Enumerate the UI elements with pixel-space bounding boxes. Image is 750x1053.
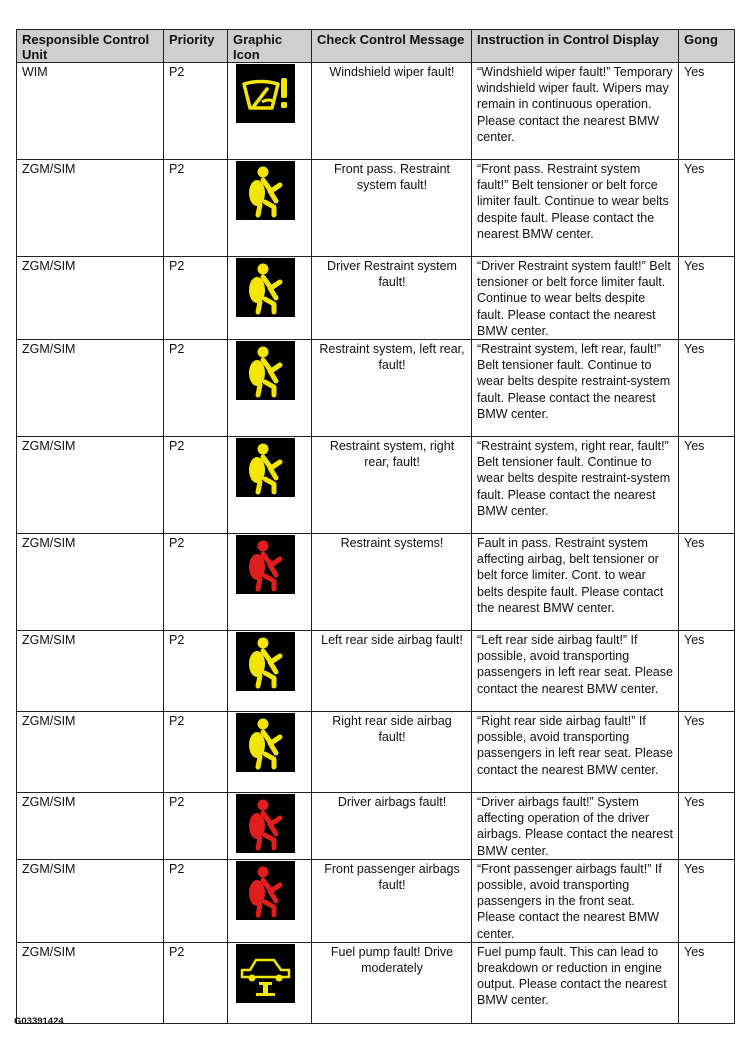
- cell-message: Front passenger airbags fault!: [312, 859, 472, 942]
- cell-unit: ZGM/SIM: [17, 437, 164, 534]
- cell-unit: ZGM/SIM: [17, 631, 164, 712]
- check-control-table: [16, 29, 735, 1024]
- cell-message: Front pass. Restraint system fault!: [312, 160, 472, 257]
- airbag-icon: [236, 861, 295, 920]
- airbag-icon: [236, 632, 295, 691]
- cell-icon: [228, 437, 312, 534]
- header-row: [17, 30, 735, 63]
- cell-priority: P2: [164, 257, 228, 340]
- cell-instruction: “Right rear side airbag fault!” If possible, avoid transporting passengers in left rear seat. Please contact the nearest BMW center.: [472, 712, 679, 793]
- cell-priority: P2: [164, 534, 228, 631]
- cell-gong: Yes: [679, 942, 735, 1023]
- cell-message: Windshield wiper fault!: [312, 63, 472, 160]
- cell-gong: Yes: [679, 257, 735, 340]
- cell-icon: [228, 257, 312, 340]
- airbag-icon: [236, 258, 295, 317]
- cell-gong: Yes: [679, 437, 735, 534]
- table-row: [17, 437, 735, 534]
- cell-icon: [228, 712, 312, 793]
- cell-priority: P2: [164, 437, 228, 534]
- cell-priority: P2: [164, 63, 228, 160]
- table-body: [17, 63, 735, 1024]
- cell-gong: Yes: [679, 63, 735, 160]
- cell-icon: [228, 340, 312, 437]
- cell-gong: Yes: [679, 859, 735, 942]
- header-gong: Gong: [679, 30, 735, 63]
- header-message: Check Control Message: [312, 30, 472, 63]
- table-row: [17, 257, 735, 340]
- cell-priority: P2: [164, 712, 228, 793]
- cell-priority: P2: [164, 631, 228, 712]
- figure-code: G03391424: [14, 1016, 64, 1027]
- airbag-icon: [236, 341, 295, 400]
- cell-instruction: “Front pass. Restraint system fault!” Belt tensioner or belt force limiter fault. Continue to wear belts despite fault. Please contact the nearest BMW center.: [472, 160, 679, 257]
- cell-gong: Yes: [679, 793, 735, 860]
- header-priority: Priority: [164, 30, 228, 63]
- cell-icon: [228, 859, 312, 942]
- cell-gong: Yes: [679, 712, 735, 793]
- cell-unit: ZGM/SIM: [17, 534, 164, 631]
- cell-message: Restraint systems!: [312, 534, 472, 631]
- cell-instruction: “Restraint system, left rear, fault!” Belt tensioner fault. Continue to wear belts despite restraint-system fault. Please contact the nearest BMW center.: [472, 340, 679, 437]
- cell-unit: ZGM/SIM: [17, 340, 164, 437]
- table-row: [17, 793, 735, 860]
- cell-icon: [228, 160, 312, 257]
- cell-unit: ZGM/SIM: [17, 859, 164, 942]
- table-row: [17, 631, 735, 712]
- cell-icon: [228, 534, 312, 631]
- cell-priority: P2: [164, 859, 228, 942]
- cell-icon: [228, 63, 312, 160]
- cell-instruction: Fuel pump fault. This can lead to breakdown or reduction in engine output. Please contact the nearest BMW center.: [472, 942, 679, 1023]
- cell-message: Fuel pump fault! Drive moderately: [312, 942, 472, 1023]
- table-row: [17, 63, 735, 160]
- cell-icon: [228, 793, 312, 860]
- cell-instruction: “Driver Restraint system fault!” Belt tensioner or belt force limiter fault. Continue to wear belts despite fault. Please contact the nearest BMW center.: [472, 257, 679, 340]
- cell-gong: Yes: [679, 160, 735, 257]
- header-icon: Graphic Icon: [228, 30, 312, 63]
- cell-message: Left rear side airbag fault!: [312, 631, 472, 712]
- cell-priority: P2: [164, 942, 228, 1023]
- cell-priority: P2: [164, 793, 228, 860]
- check-control-sheet: [16, 29, 734, 1024]
- cell-gong: Yes: [679, 631, 735, 712]
- table-row: [17, 859, 735, 942]
- airbag-icon: [236, 438, 295, 497]
- airbag-icon: [236, 713, 295, 772]
- cell-message: Driver airbags fault!: [312, 793, 472, 860]
- cell-instruction: “Driver airbags fault!” System affecting operation of the driver airbags. Please contact the nearest BMW center.: [472, 793, 679, 860]
- cell-priority: P2: [164, 160, 228, 257]
- table-row: [17, 942, 735, 1023]
- cell-message: Restraint system, right rear, fault!: [312, 437, 472, 534]
- table-row: [17, 160, 735, 257]
- cell-message: Right rear side airbag fault!: [312, 712, 472, 793]
- cell-gong: Yes: [679, 534, 735, 631]
- cell-instruction: “Left rear side airbag fault!” If possible, avoid transporting passengers in left rear seat. Please contact the nearest BMW center.: [472, 631, 679, 712]
- cell-unit: ZGM/SIM: [17, 942, 164, 1023]
- cell-unit: ZGM/SIM: [17, 712, 164, 793]
- cell-message: Driver Restraint system fault!: [312, 257, 472, 340]
- cell-priority: P2: [164, 340, 228, 437]
- header-unit: Responsible Control Unit: [17, 30, 164, 63]
- cell-instruction: Fault in pass. Restraint system affecting airbag, belt tensioner or belt force limiter. Cont. to wear belts despite fault. Please contact the nearest BMW center.: [472, 534, 679, 631]
- car-on-lift-icon: [236, 944, 295, 1003]
- cell-instruction: “Front passenger airbags fault!” If possible, avoid transporting passengers in the front seat. Please contact the nearest BMW center.: [472, 859, 679, 942]
- cell-message: Restraint system, left rear, fault!: [312, 340, 472, 437]
- cell-gong: Yes: [679, 340, 735, 437]
- cell-unit: ZGM/SIM: [17, 160, 164, 257]
- table-row: [17, 340, 735, 437]
- cell-icon: [228, 631, 312, 712]
- cell-unit: ZGM/SIM: [17, 793, 164, 860]
- cell-unit: ZGM/SIM: [17, 257, 164, 340]
- airbag-icon: [236, 161, 295, 220]
- airbag-icon: [236, 535, 295, 594]
- cell-unit: WIM: [17, 63, 164, 160]
- cell-icon: [228, 942, 312, 1023]
- table-row: [17, 534, 735, 631]
- table-row: [17, 712, 735, 793]
- cell-instruction: “Windshield wiper fault!” Temporary windshield wiper fault. Wipers may remain in continuous operation. Please contact the nearest BMW center.: [472, 63, 679, 160]
- cell-instruction: “Restraint system, right rear, fault!” Belt tensioner fault. Continue to wear belts despite restraint-system fault. Please contact the nearest BMW center.: [472, 437, 679, 534]
- airbag-icon: [236, 794, 295, 853]
- wiper-fault-icon: [236, 64, 295, 123]
- header-instruction: Instruction in Control Display: [472, 30, 679, 63]
